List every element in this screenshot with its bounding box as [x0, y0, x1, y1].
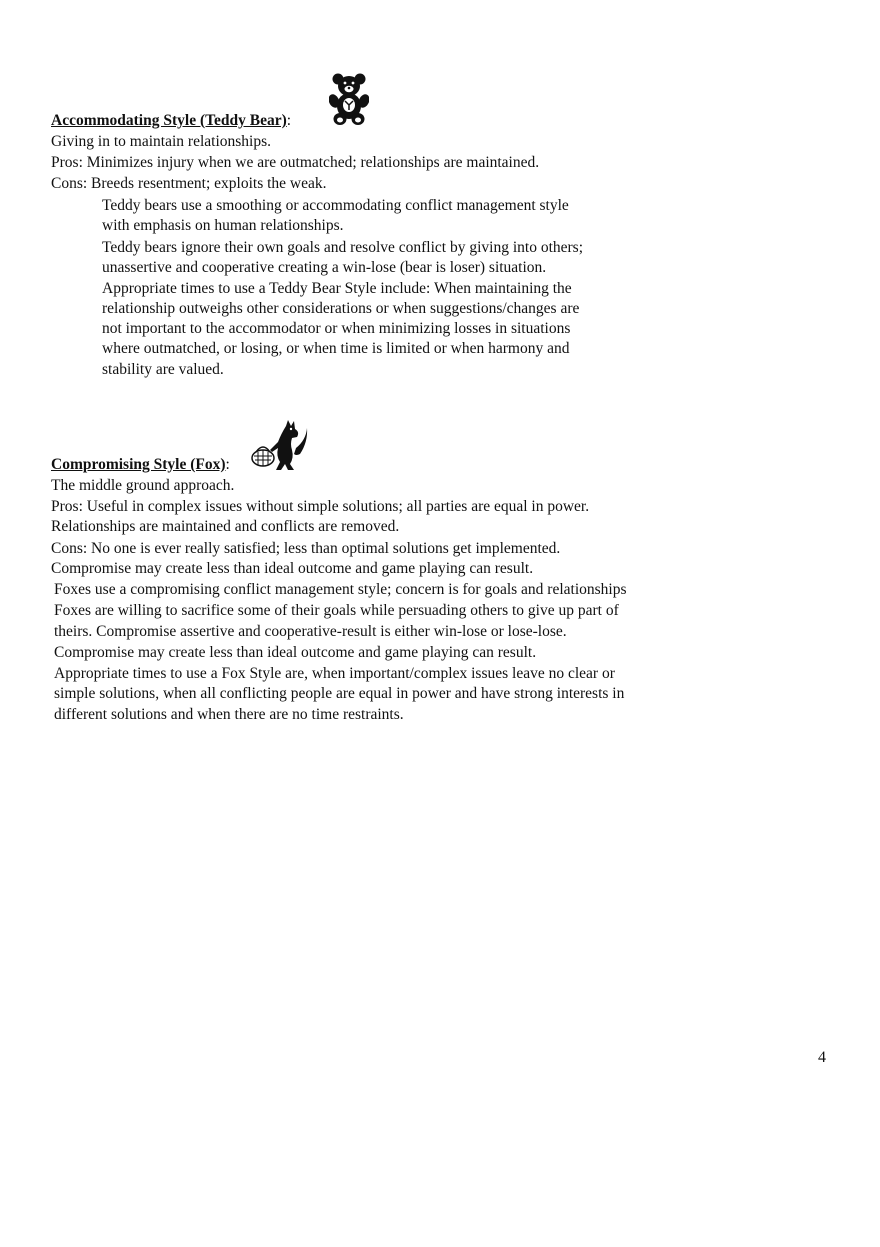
compromising-heading-line: [51, 455, 230, 474]
heading-colon: :: [286, 112, 292, 129]
accommodating-detail-line: unassertive and cooperative creating a win-lose (bear is loser) situation.: [102, 259, 547, 276]
fox-icon: [250, 420, 308, 472]
accommodating-detail-line: with emphasis on human relationships.: [102, 217, 344, 234]
accommodating-cons: Cons: Breeds resentment; exploits the weak.: [51, 175, 327, 192]
compromising-detail-line: simple solutions, when all conflicting people are equal in power and have strong interests in: [54, 685, 625, 702]
compromising-cons-line: Cons: No one is ever really satisfied; less than optimal solutions get implemented.: [51, 540, 561, 557]
accommodating-detail-line: Teddy bears use a smoothing or accommodating conflict management style: [102, 197, 569, 214]
compromising-cons-line: Compromise may create less than ideal outcome and game playing can result.: [51, 560, 534, 577]
accommodating-detail-line: stability are valued.: [102, 361, 224, 378]
teddy-bear-icon: [329, 72, 369, 126]
compromising-pros-line: Relationships are maintained and conflicts are removed.: [51, 518, 400, 535]
compromising-detail-line: theirs. Compromise assertive and cooperative-result is either win-lose or lose-lose.: [54, 623, 567, 640]
accommodating-pros: Pros: Minimizes injury when we are outmatched; relationships are maintained.: [51, 154, 540, 171]
accommodating-heading-line: [51, 111, 291, 130]
page-number: 4: [818, 1049, 826, 1066]
accommodating-heading: Accommodating Style (Teddy Bear): [51, 112, 287, 129]
compromising-detail-line: different solutions and when there are no time restraints.: [54, 706, 404, 723]
compromising-detail-line: Appropriate times to use a Fox Style are, when important/complex issues leave no clear or: [54, 665, 615, 682]
accommodating-detail-line: Teddy bears ignore their own goals and resolve conflict by giving into others;: [102, 239, 584, 256]
accommodating-detail-line: not important to the accommodator or when minimizing losses in situations: [102, 320, 571, 337]
compromising-detail-line: Compromise may create less than ideal outcome and game playing can result.: [54, 644, 537, 661]
accommodating-detail-line: relationship outweighs other considerations or when suggestions/changes are: [102, 300, 580, 317]
accommodating-detail-line: where outmatched, or losing, or when time is limited or when harmony and: [102, 340, 570, 357]
accommodating-summary: Giving in to maintain relationships.: [51, 133, 271, 150]
compromising-detail-line: Foxes are willing to sacrifice some of their goals while persuading others to give up part of: [54, 602, 619, 619]
accommodating-detail-line: Appropriate times to use a Teddy Bear Style include: When maintaining the: [102, 280, 572, 297]
compromising-summary: The middle ground approach.: [51, 477, 235, 494]
compromising-detail-line: Foxes use a compromising conflict management style; concern is for goals and relationships: [54, 581, 627, 598]
heading-colon: :: [225, 456, 230, 473]
compromising-heading: Compromising Style (Fox): [51, 456, 226, 473]
compromising-pros-line: Pros: Useful in complex issues without simple solutions; all parties are equal in power.: [51, 498, 590, 515]
